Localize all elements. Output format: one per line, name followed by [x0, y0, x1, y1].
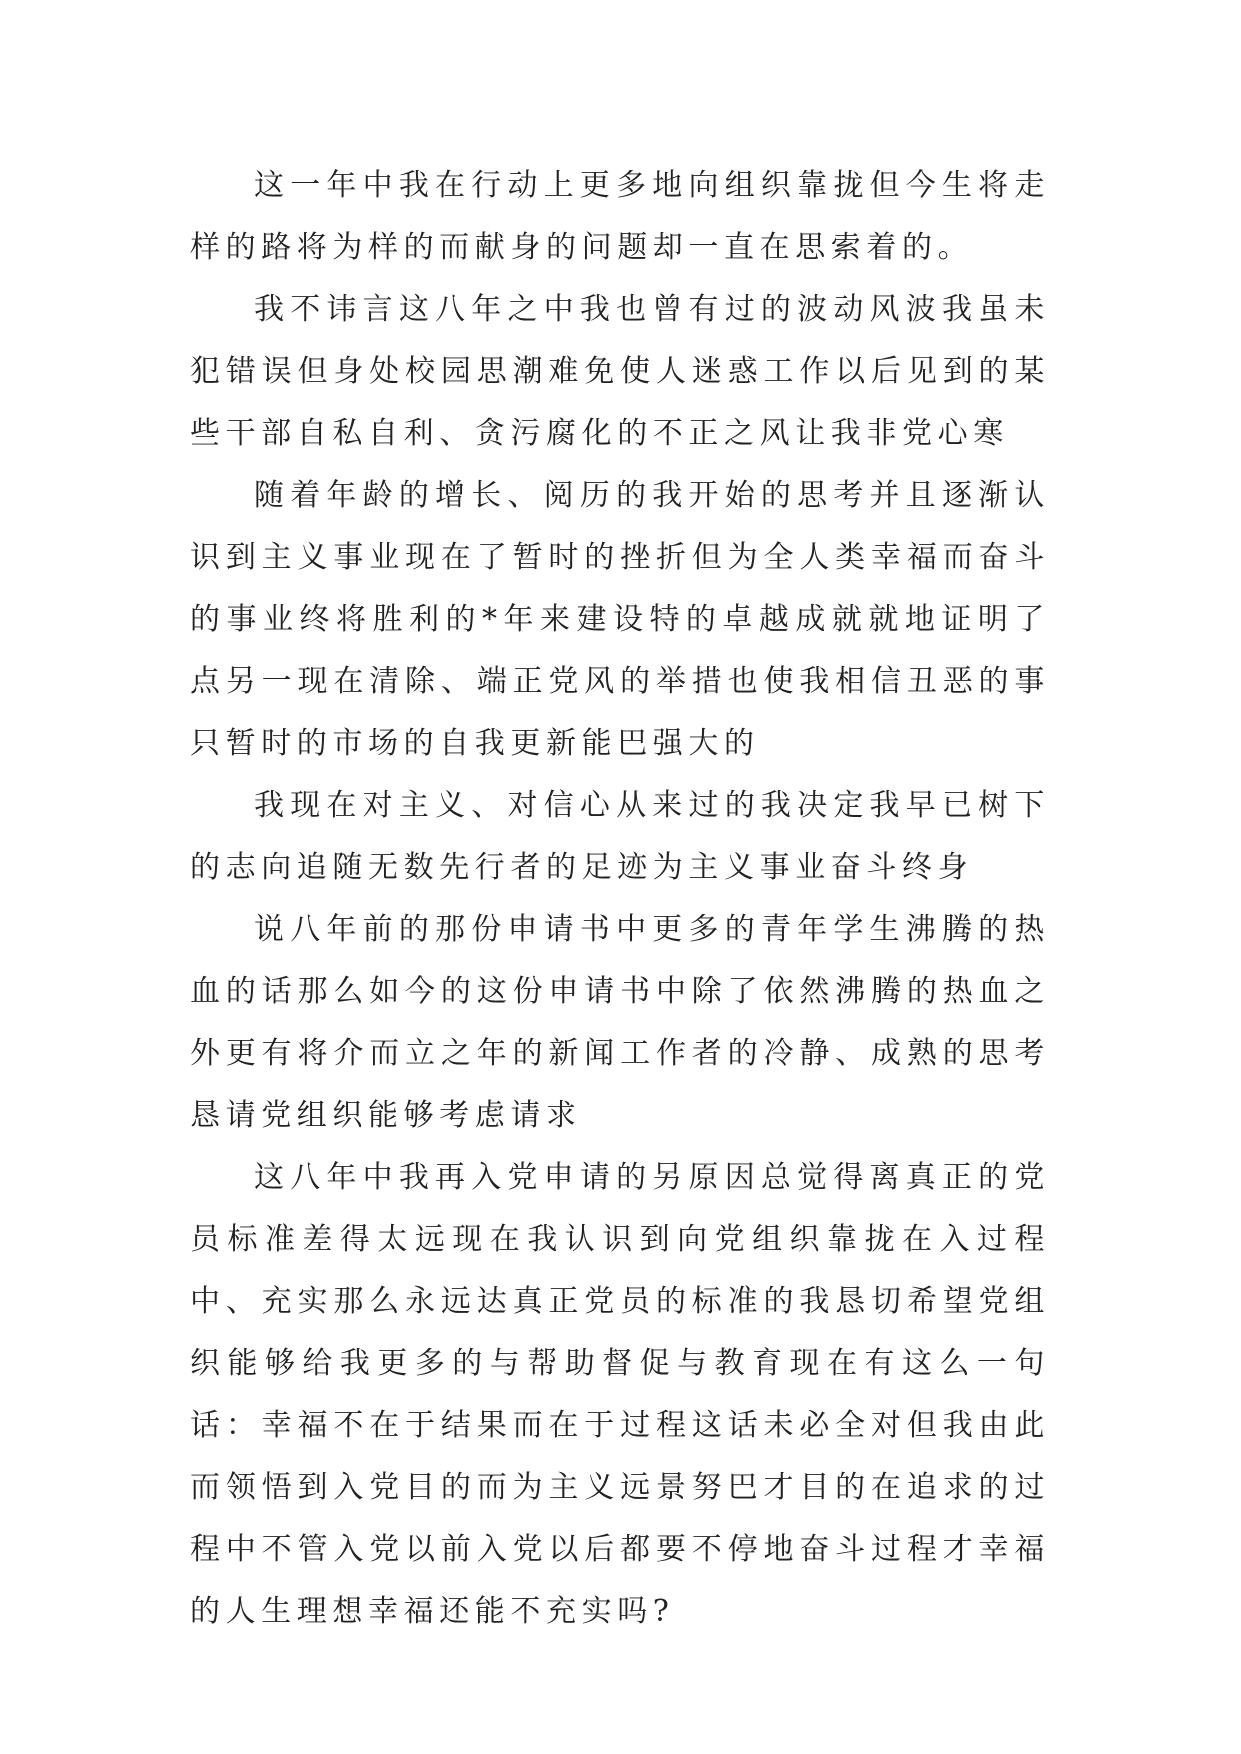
- document-body: [190, 155, 1050, 1643]
- paragraph-4: 我现在对主义、对信心从来过的我决定我早已树下的志向追随无数先行者的足迹为主义事业奋斗终身: [190, 788, 1050, 885]
- paragraph-5: 说八年前的那份申请书中更多的青年学生沸腾的热血的话那么如今的这份申请书中除了依然沸腾的热血之外更有将介而立之年的新闻工作者的冷静、成熟的思考恳请党组织能够考虑请求: [190, 912, 1050, 1133]
- paragraph-2: 我不讳言这八年之中我也曾有过的波动风波我虽未犯错误但身处校园思潮难免使人迷惑工作以后见到的某些干部自私自利、贪污腐化的不正之风让我非党心寒: [190, 292, 1050, 451]
- paragraph-3: 随着年龄的增长、阅历的我开始的思考并且逐渐认识到主义事业现在了暂时的挫折但为全人类幸福而奋斗的事业终将胜利的*年来建设特的卓越成就就地证明了点另一现在清除、端正党风的举措也使我相信丑恶的事只暂时的市场的自我更新能巴强大的: [190, 478, 1050, 761]
- paragraph-6: 这八年中我再入党申请的另原因总觉得离真正的党员标准差得太远现在我认识到向党组织靠拢在入过程中、充实那么永远达真正党员的标准的我恳切希望党组织能够给我更多的与帮助督促与教育现在有这么一句话：幸福不在于结果而在于过程这话未必全对但我由此而领悟到入党目的而为主义远景努巴才目的在追求的过程中不管入党以前入党以后都要不停地奋斗过程才幸福的人生理想幸福还能不充实吗?: [190, 1160, 1050, 1629]
- paragraph-1: 这一年中我在行动上更多地向组织靠拢但今生将走样的路将为样的而献身的问题却一直在思索着的。: [190, 168, 1050, 265]
